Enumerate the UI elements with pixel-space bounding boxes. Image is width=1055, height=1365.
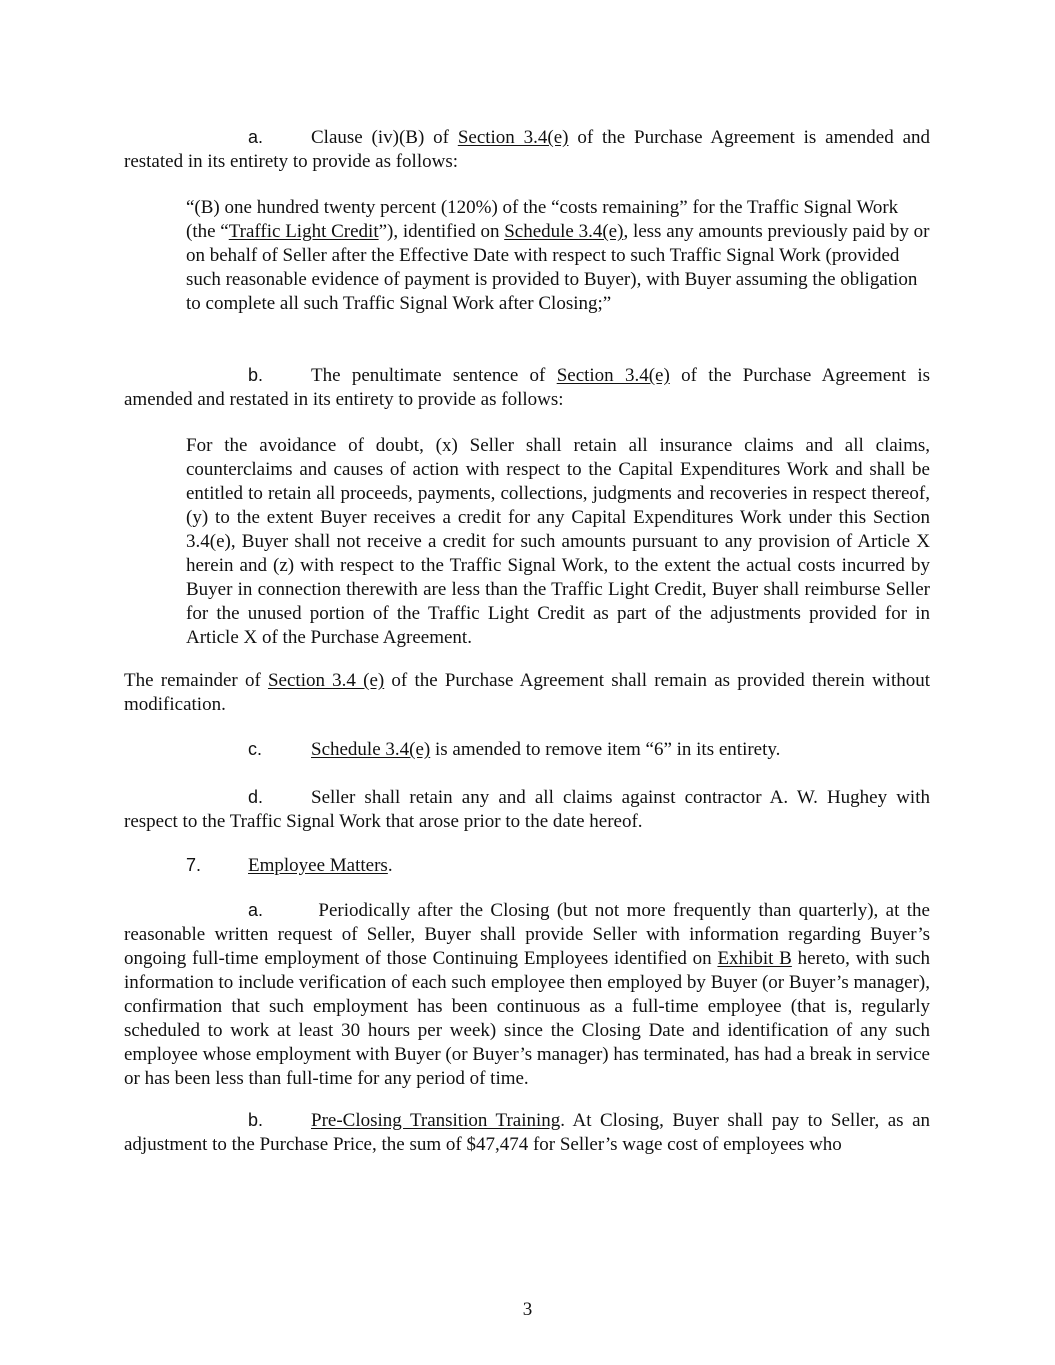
text: Seller shall retain any and all claims against contractor A. W. Hughey with respect to the Traffic Signal Work that arose prior to the date hereof.	[124, 787, 930, 832]
text: ”), identified on	[378, 221, 505, 242]
text: Periodically after the Closing (but not more frequently than quarterly), at the reasonable written request of Seller, Buyer shall provide Seller with information regarding Buyer’s ongoing full-time employment of those Continuing Employees identified on	[124, 900, 930, 969]
text: of the Purchase Agreement is amended and restated in its entirety to provide as follows:	[124, 127, 930, 172]
defined-term: Traffic Light Credit	[228, 221, 379, 242]
text: The penultimate sentence of	[311, 365, 557, 386]
paragraph-label: a.	[248, 127, 264, 147]
paragraph-b	[124, 363, 930, 412]
text: . At Closing, Buyer shall pay to Seller, as an adjustment to the Purchase Price, the sum of $47,474 for Seller’s wage cost of employees who	[124, 1110, 930, 1155]
text: Clause (iv)(B) of	[311, 127, 458, 148]
section-title: Employee Matters	[248, 855, 388, 876]
text: .	[387, 855, 393, 876]
paragraph-c	[124, 737, 930, 762]
exhibit-reference: Exhibit B	[717, 948, 792, 969]
paragraph-d	[124, 785, 930, 834]
paragraph-label: d.	[248, 787, 264, 807]
paragraph-label: b.	[248, 1110, 264, 1130]
text: hereto, with such information to include verification of each such employee then employed by Buyer (or Buyer’s manager), confirmation that such employment has been continuous as a full-time employee (that is, regularly scheduled to work at least 30 hours per week) since the Closing Date and identification of any such employee whose employment with Buyer (or Buyer’s manager) has terminated, has had a break in service or has been less than full-time for any period of time.	[124, 948, 931, 1089]
text: of the Purchase Agreement is amended and restated in its entirety to provide as follows:	[124, 365, 931, 410]
section-reference: Section 3.4(e)	[556, 365, 670, 386]
avoidance-of-doubt-clause: For the avoidance of doubt, (x) Seller shall retain all insurance claims and all claims, counterclaims and causes of action with respect to the Capital Expenditures Work and shall be entitled to retain all proceeds, payments, collections, judgments and recoveries in respect thereof, (y) to the extent Buyer receives a credit for any Capital Expenditures Work under this Section 3.4(e), Buyer shall not receive a credit for such amounts pursuant to any provision of Article X herein and (z) with respect to the Traffic Signal Work, to the extent the actual costs incurred by Buyer in connection therewith are less than the Traffic Light Credit, Buyer shall reimburse Seller for the unused portion of the Traffic Light Credit as part of the adjustments provided for in Article X of the Purchase Agreement.	[186, 435, 930, 648]
section-number: 7.	[186, 855, 202, 875]
section-reference: Section 3.4(e)	[457, 127, 569, 148]
schedule-reference: Schedule 3.4(e)	[311, 739, 431, 760]
section-7-heading	[186, 853, 930, 878]
paragraph-a	[124, 125, 930, 174]
text: of the Purchase Agreement shall remain as provided therein without modification.	[124, 670, 931, 715]
paragraph-label: b.	[248, 365, 264, 385]
text: The remainder of	[124, 670, 268, 691]
section-reference: Section 3.4 (e)	[267, 670, 385, 691]
paragraph-label: a.	[248, 900, 264, 920]
text: , less any amounts previously paid by or on behalf of Seller after the Effective Date with respect to such Traffic Signal Work (provided such reasonable evidence of payment is provided to Buyer), with Buyer assuming the obligation to complete all such Traffic Signal Work after Closing;”	[186, 221, 930, 314]
paragraph-7a	[124, 898, 930, 1091]
page-number: 3	[522, 1299, 533, 1320]
text: “(B) one hundred twenty percent (120%) of the “costs remaining” for the Traffic Signal Work (the “	[186, 197, 899, 242]
quoted-clause-b	[186, 196, 930, 316]
paragraph-7b	[124, 1108, 930, 1157]
remainder-paragraph	[124, 669, 930, 717]
schedule-reference: Schedule 3.4(e)	[504, 221, 624, 242]
paragraph-label: c.	[248, 739, 263, 759]
text: is amended to remove item “6” in its entirety.	[430, 739, 781, 760]
subsection-title: Pre-Closing Transition Training	[311, 1110, 561, 1131]
